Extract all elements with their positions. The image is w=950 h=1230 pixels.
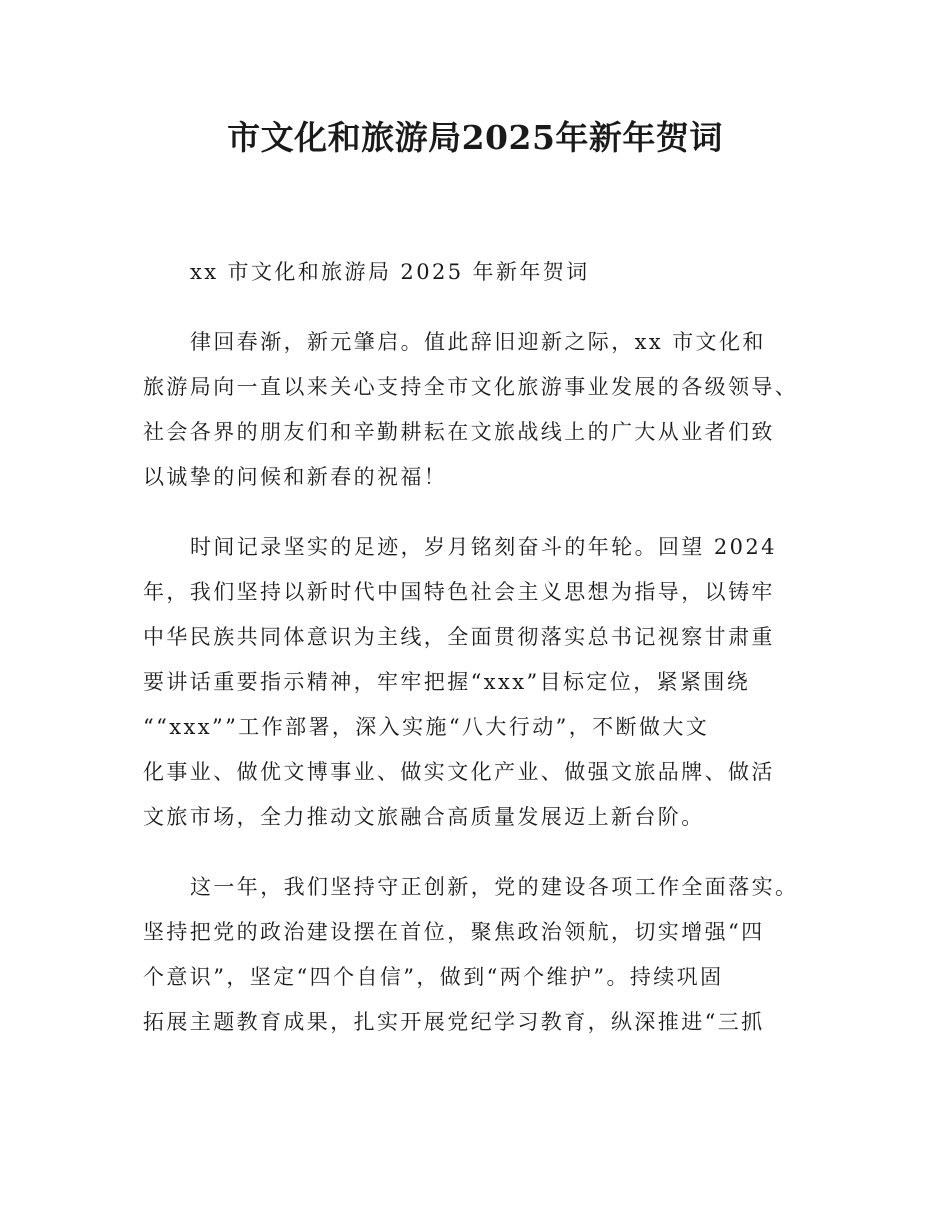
paragraph-line: 律回春渐，新元肇启。值此辞旧迎新之际，xx 市文化和 [190, 330, 766, 354]
party-building-paragraph [143, 865, 833, 1045]
subtitle-paragraph [143, 250, 833, 295]
document-title: 市文化和旅游局2025年新年贺词 [227, 118, 723, 157]
paragraph-line: 时间记录坚实的足迹，岁月铭刻奋斗的年轮。回望 2024 [190, 535, 777, 559]
greeting-paragraph [143, 320, 833, 500]
paragraph-line: 这一年，我们坚持守正创新，党的建设各项工作全面落实。 [190, 875, 799, 899]
paragraph-line: 坚持把党的政治建设摆在首位，聚焦政治领航，切实增强“四 [143, 920, 765, 944]
review-paragraph [143, 525, 833, 840]
paragraph-line: xx 市文化和旅游局 2025 年新年贺词 [190, 260, 590, 284]
paragraph-line: 文旅市场，全力推动文旅融合高质量发展迈上新台阶。 [143, 805, 705, 829]
paragraph-line: 中华民族共同体意识为主线，全面贯彻落实总书记视察甘肃重 [143, 625, 775, 649]
paragraph-line: 年，我们坚持以新时代中国特色社会主义思想为指导，以铸牢 [143, 580, 775, 604]
paragraph-line: 拓展主题教育成果，扎实开展党纪学习教育，纵深推进“三抓 [143, 1010, 765, 1034]
paragraph-line: 个意识”，坚定“四个自信”，做到“两个维护”。持续巩固 [143, 965, 724, 989]
document-body [143, 250, 833, 1070]
paragraph-line: ““xxx””工作部署，深入实施“八大行动”，不断做大文 [143, 715, 710, 739]
paragraph-line: 旅游局向一直以来关心支持全市文化旅游事业发展的各级领导、 [143, 375, 799, 399]
paragraph-line: 社会各界的朋友们和辛勤耕耘在文旅战线上的广大从业者们致 [143, 420, 775, 444]
paragraph-line: 化事业、做优文博事业、做实文化产业、做强文旅品牌、做活 [143, 760, 775, 784]
paragraph-line: 要讲话重要指示精神，牢牢把握“xxx”目标定位，紧紧围绕 [143, 670, 751, 694]
paragraph-line: 以诚挚的问候和新春的祝福！ [143, 465, 448, 489]
